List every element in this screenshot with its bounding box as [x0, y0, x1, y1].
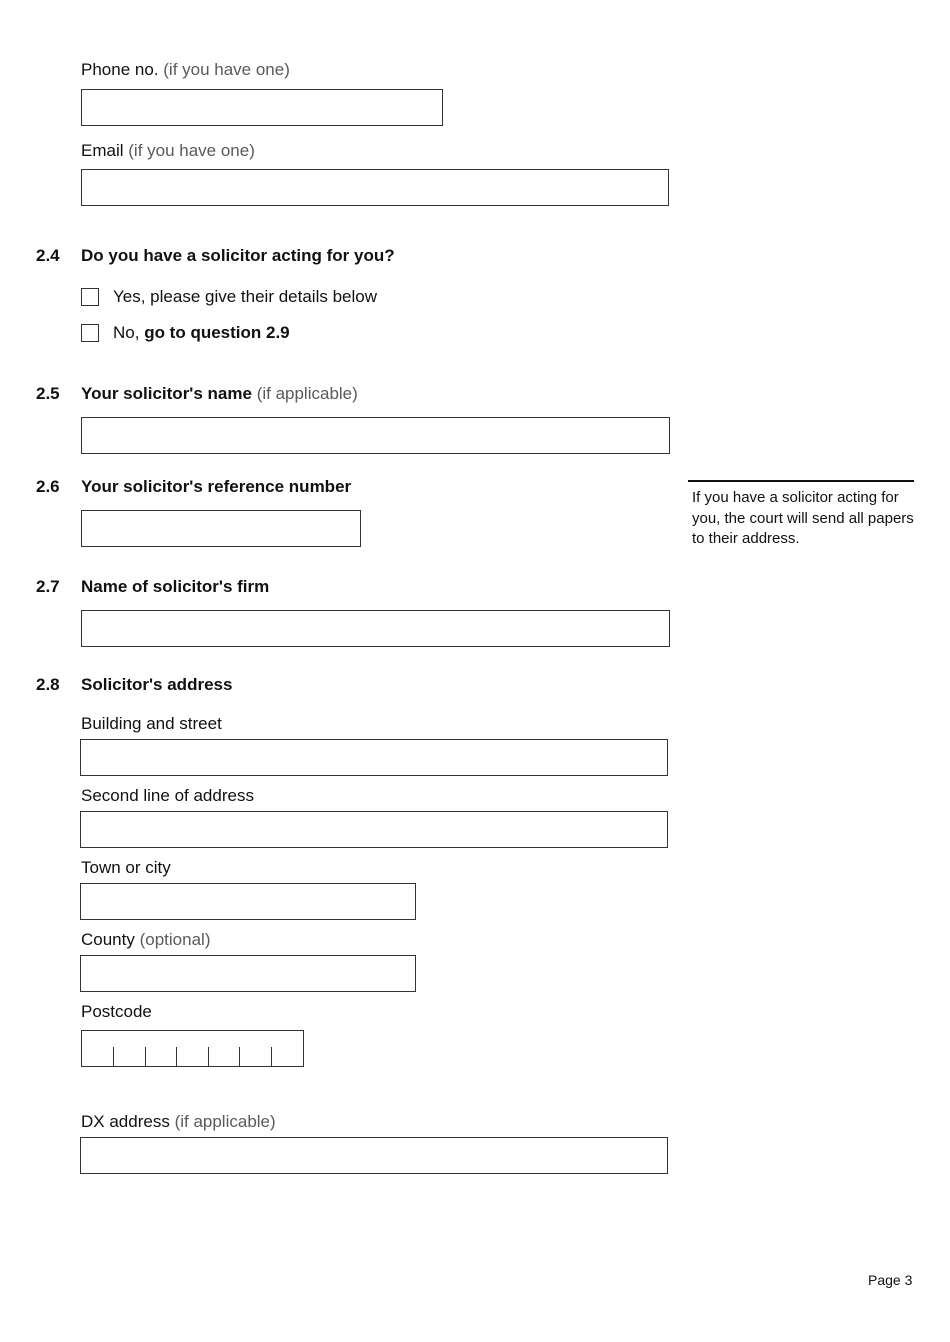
dx-address-label: DX address (if applicable): [81, 1112, 276, 1131]
question-2-5-text: Your solicitor's name (if applicable): [81, 384, 358, 403]
side-note-rule: [688, 480, 914, 482]
solicitor-no-label: No, go to question 2.9: [113, 323, 290, 342]
address-line2-label: Second line of address: [81, 786, 254, 805]
building-street-input[interactable]: [80, 739, 668, 776]
email-input[interactable]: [81, 169, 669, 206]
email-label: Email (if you have one): [81, 141, 255, 160]
question-2-6-text: Your solicitor's reference number: [81, 477, 352, 496]
solicitor-no-checkbox[interactable]: [81, 324, 99, 342]
side-note: If you have a solicitor acting for you, the court will send all papers to their address.: [692, 489, 914, 547]
solicitor-yes-checkbox[interactable]: [81, 288, 99, 306]
dx-address-input[interactable]: [80, 1137, 668, 1174]
solicitor-name-input[interactable]: [81, 417, 670, 454]
postcode-label: Postcode: [81, 1002, 152, 1021]
solicitor-firm-input[interactable]: [81, 610, 670, 647]
question-number-2-7: 2.7: [36, 577, 60, 596]
town-city-label: Town or city: [81, 858, 171, 877]
town-city-input[interactable]: [80, 883, 416, 920]
postcode-dividers: [81, 1030, 304, 1067]
county-label: County (optional): [81, 930, 211, 949]
county-input[interactable]: [80, 955, 416, 992]
page-number: Page 3: [868, 1272, 913, 1288]
question-number-2-6: 2.6: [36, 477, 60, 496]
question-number-2-4: 2.4: [36, 246, 60, 265]
question-number-2-5: 2.5: [36, 384, 60, 403]
phone-label: Phone no. (if you have one): [81, 60, 290, 79]
question-2-4-text: Do you have a solicitor acting for you?: [81, 246, 395, 265]
address-line2-input[interactable]: [80, 811, 668, 848]
question-number-2-8: 2.8: [36, 675, 60, 694]
phone-input[interactable]: [81, 89, 443, 126]
question-2-8-text: Solicitor's address: [81, 675, 233, 694]
solicitor-reference-input[interactable]: [81, 510, 361, 547]
solicitor-yes-label: Yes, please give their details below: [113, 287, 377, 306]
question-2-7-text: Name of solicitor's firm: [81, 577, 270, 596]
building-street-label: Building and street: [81, 714, 222, 733]
